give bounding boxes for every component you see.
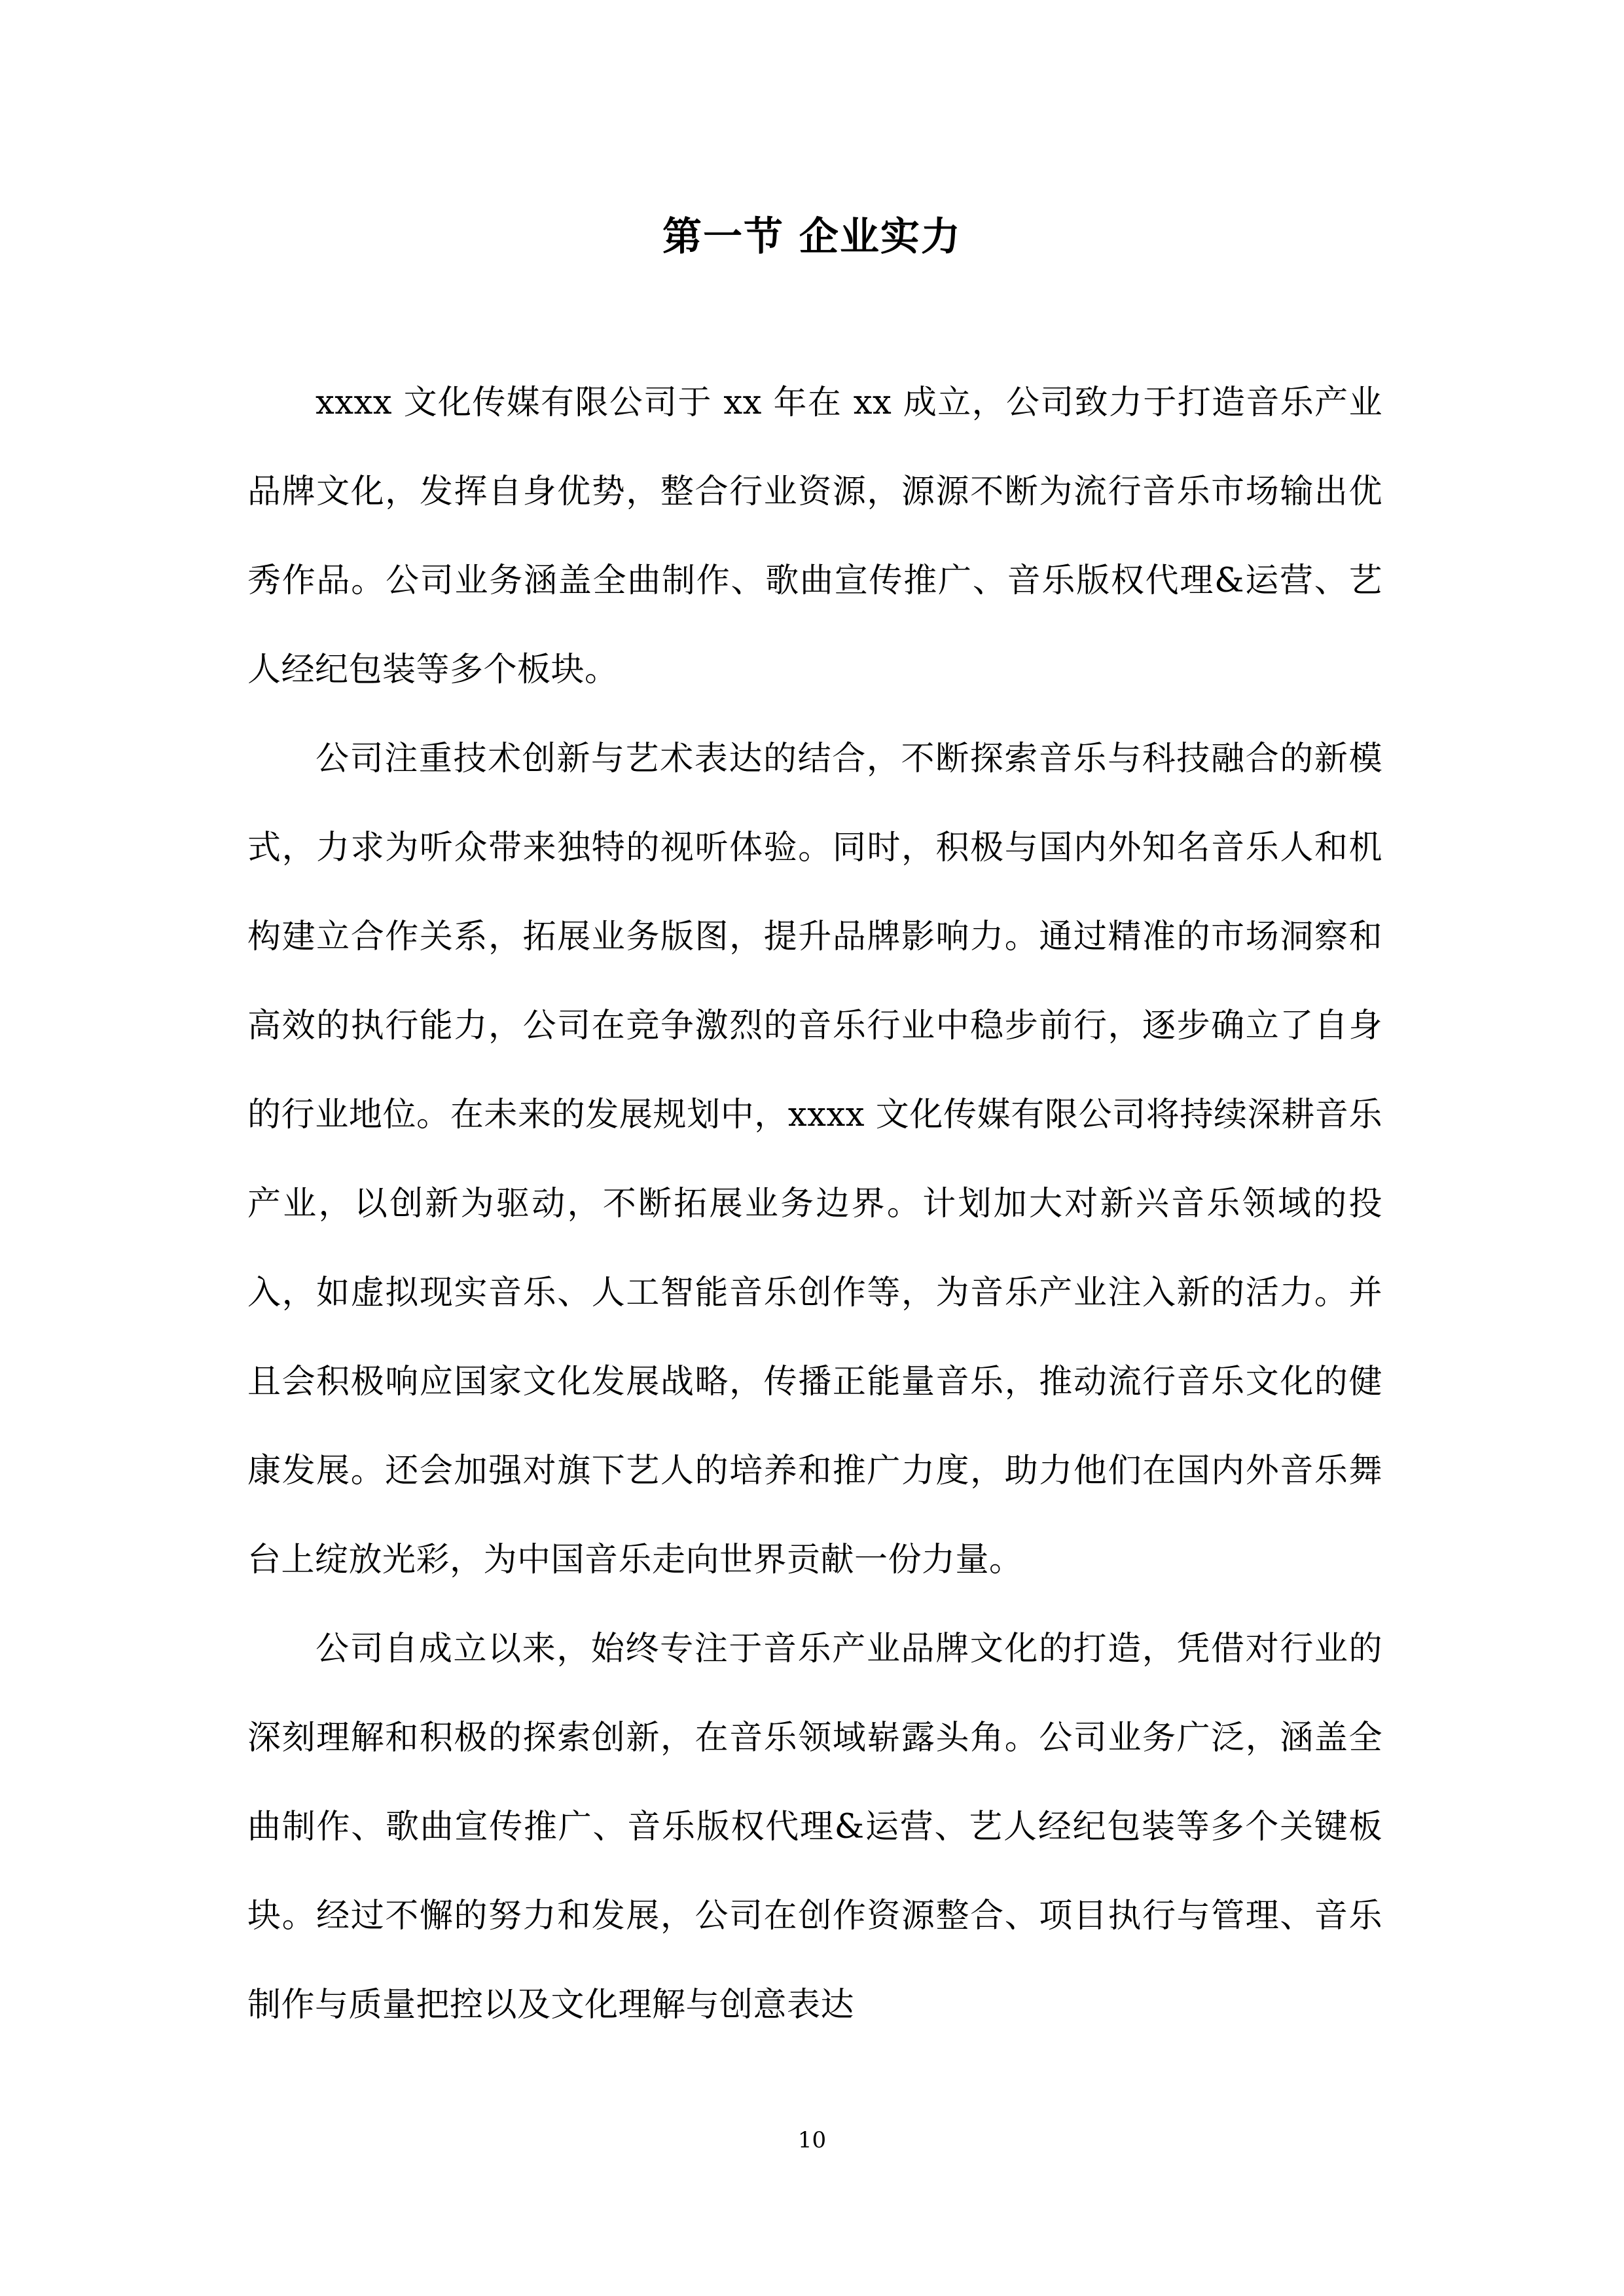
- section-heading: 第一节 企业实力: [662, 214, 962, 260]
- paragraph-2: 公司注重技术创新与艺术表达的结合，不断探索音乐与科技融合的新模式，力求为听众带来独特的视听体验。同时，积极与国内外知名音乐人和机构建立合作关系，拓展业务版图，提升品牌影响力。通过精准的市场洞察和高效的执行能力，公司在竞争激烈的音乐行业中稳步前行，逐步确立了自身的行业地位。在未来的发展规划中，xxxx 文化传媒有限公司将持续深耕音乐产业，以创新为驱动，不断拓展业务边界。计划加大对新兴音乐领域的投入，如虚拟现实音乐、人工智能音乐创作等，为音乐产业注入新的活力。并且会积极响应国家文化发展战略，传播正能量音乐，推动流行音乐文化的健康发展。还会加强对旗下艺人的培养和推广力度，助力他们在国内外音乐舞台上绽放光彩，为中国音乐走向世界贡献一份力量。: [247, 740, 1382, 1579]
- body-text: [247, 359, 1382, 2050]
- paragraph-1: xxxx 文化传媒有限公司于 xx 年在 xx 成立，公司致力于打造音乐产业品牌文化，发挥自身优势，整合行业资源，源源不断为流行音乐市场输出优秀作品。公司业务涵盖全曲制作、歌曲宣传推广、音乐版权代理&运营、艺人经纪包装等多个板块。: [247, 384, 1382, 689]
- paragraph-3: 公司自成立以来，始终专注于音乐产业品牌文化的打造，凭借对行业的深刻理解和积极的探索创新，在音乐领域崭露头角。公司业务广泛，涵盖全曲制作、歌曲宣传推广、音乐版权代理&运营、艺人经纪包装等多个关键板块。经过不懈的努力和发展，公司在创作资源整合、项目执行与管理、音乐制作与质量把控以及文化理解与创意表达: [247, 1630, 1382, 2024]
- page-number: 10: [797, 2127, 827, 2153]
